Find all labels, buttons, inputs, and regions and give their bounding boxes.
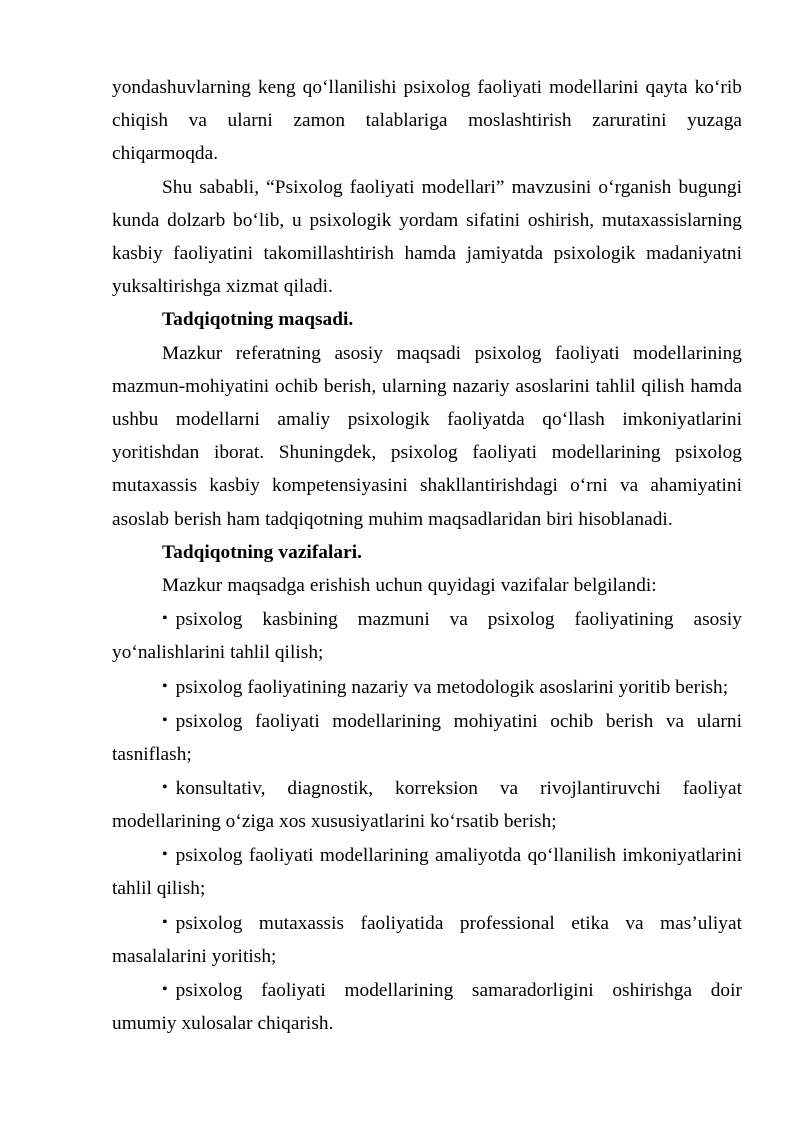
paragraph-research-aim-body: Mazkur referatning asosiy maqsadi psixolog faoliyati modellarining mazmun-mohiyatini ochib berish, ularning nazariy asoslarini tahlil qilish hamda ushbu modellarni amaliy psixologik faoliyatda qoʻllash imkoniyatlarini yoritishdan iborat. Shuningdek, psixolog faoliyati modellarining psixolog mutaxassis kasbiy kompetensiyasini shakllantirishdagi oʻrni va ahamiyatini asoslab berish ham tadqiqotning muhim maqsadlaridan biri hisoblanadi. bbox=[112, 342, 742, 530]
list-item-text: psixolog faoliyati modellarining amaliyotda qoʻllanilish imkoniyatlarini tahlil qilish; bbox=[112, 845, 742, 900]
bullet-icon: • bbox=[162, 677, 168, 695]
bullet-icon: • bbox=[162, 980, 168, 998]
list-item-text: psixolog faoliyati modellarining samaradorligini oshirishga doir umumiy xulosalar chiqarish. bbox=[112, 979, 742, 1035]
list-item bbox=[112, 771, 742, 838]
list-item bbox=[112, 602, 742, 669]
bullet-icon: • bbox=[162, 913, 168, 931]
paragraph-topic-relevance: Shu sababli, “Psixolog faoliyati modellari” mavzusini oʻrganish bugungi kunda dolzarb boʻlib, u psixologik yordam sifatini oshirish, mutaxassislarning kasbiy faoliyatini takomillashtirish hamda jamiyatda psixologik madaniyatni yuksaltirishga xizmat qiladi. bbox=[112, 176, 742, 298]
bullet-icon: • bbox=[162, 610, 168, 628]
list-item-text: psixolog kasbining mazmuni va psixolog faoliyatining asosiy yoʻnalishlarini tahlil qilish; bbox=[112, 609, 742, 664]
document-text-column bbox=[112, 71, 742, 1040]
list-item bbox=[112, 704, 742, 771]
paragraph-continuation: yondashuvlarning keng qoʻllanilishi psixolog faoliyati modellarini qayta koʻrib chiqish va ularni zamon talablariga moslashtirish zaruratini yuzaga chiqarmoqda. bbox=[112, 77, 742, 165]
heading-research-tasks: Tadqiqotning vazifalari. bbox=[162, 541, 362, 563]
research-tasks-list bbox=[112, 602, 742, 1040]
heading-research-aim: Tadqiqotning maqsadi. bbox=[162, 309, 354, 331]
list-item-text: psixolog faoliyatining nazariy va metodologik asoslarini yoritib berish; bbox=[175, 676, 729, 698]
list-item bbox=[112, 973, 742, 1040]
list-item bbox=[112, 670, 742, 704]
list-item bbox=[112, 906, 742, 973]
bullet-icon: • bbox=[162, 711, 168, 729]
bullet-icon: • bbox=[162, 846, 168, 864]
list-item bbox=[112, 838, 742, 905]
bullet-icon: • bbox=[162, 778, 168, 796]
list-item-text: psixolog mutaxassis faoliyatida professional etika va mas’uliyat masalalarini yoritish; bbox=[112, 912, 742, 967]
paragraph-tasks-lead-in: Mazkur maqsadga erishish uchun quyidagi vazifalar belgilandi: bbox=[162, 575, 657, 597]
list-item-text: psixolog faoliyati modellarining mohiyatini ochib berish va ularni tasniflash; bbox=[112, 710, 742, 765]
list-item-text: konsultativ, diagnostik, korreksion va rivojlantiruvchi faoliyat modellarining oʻziga xos xususiyatlarini koʻrsatib berish; bbox=[112, 777, 742, 833]
